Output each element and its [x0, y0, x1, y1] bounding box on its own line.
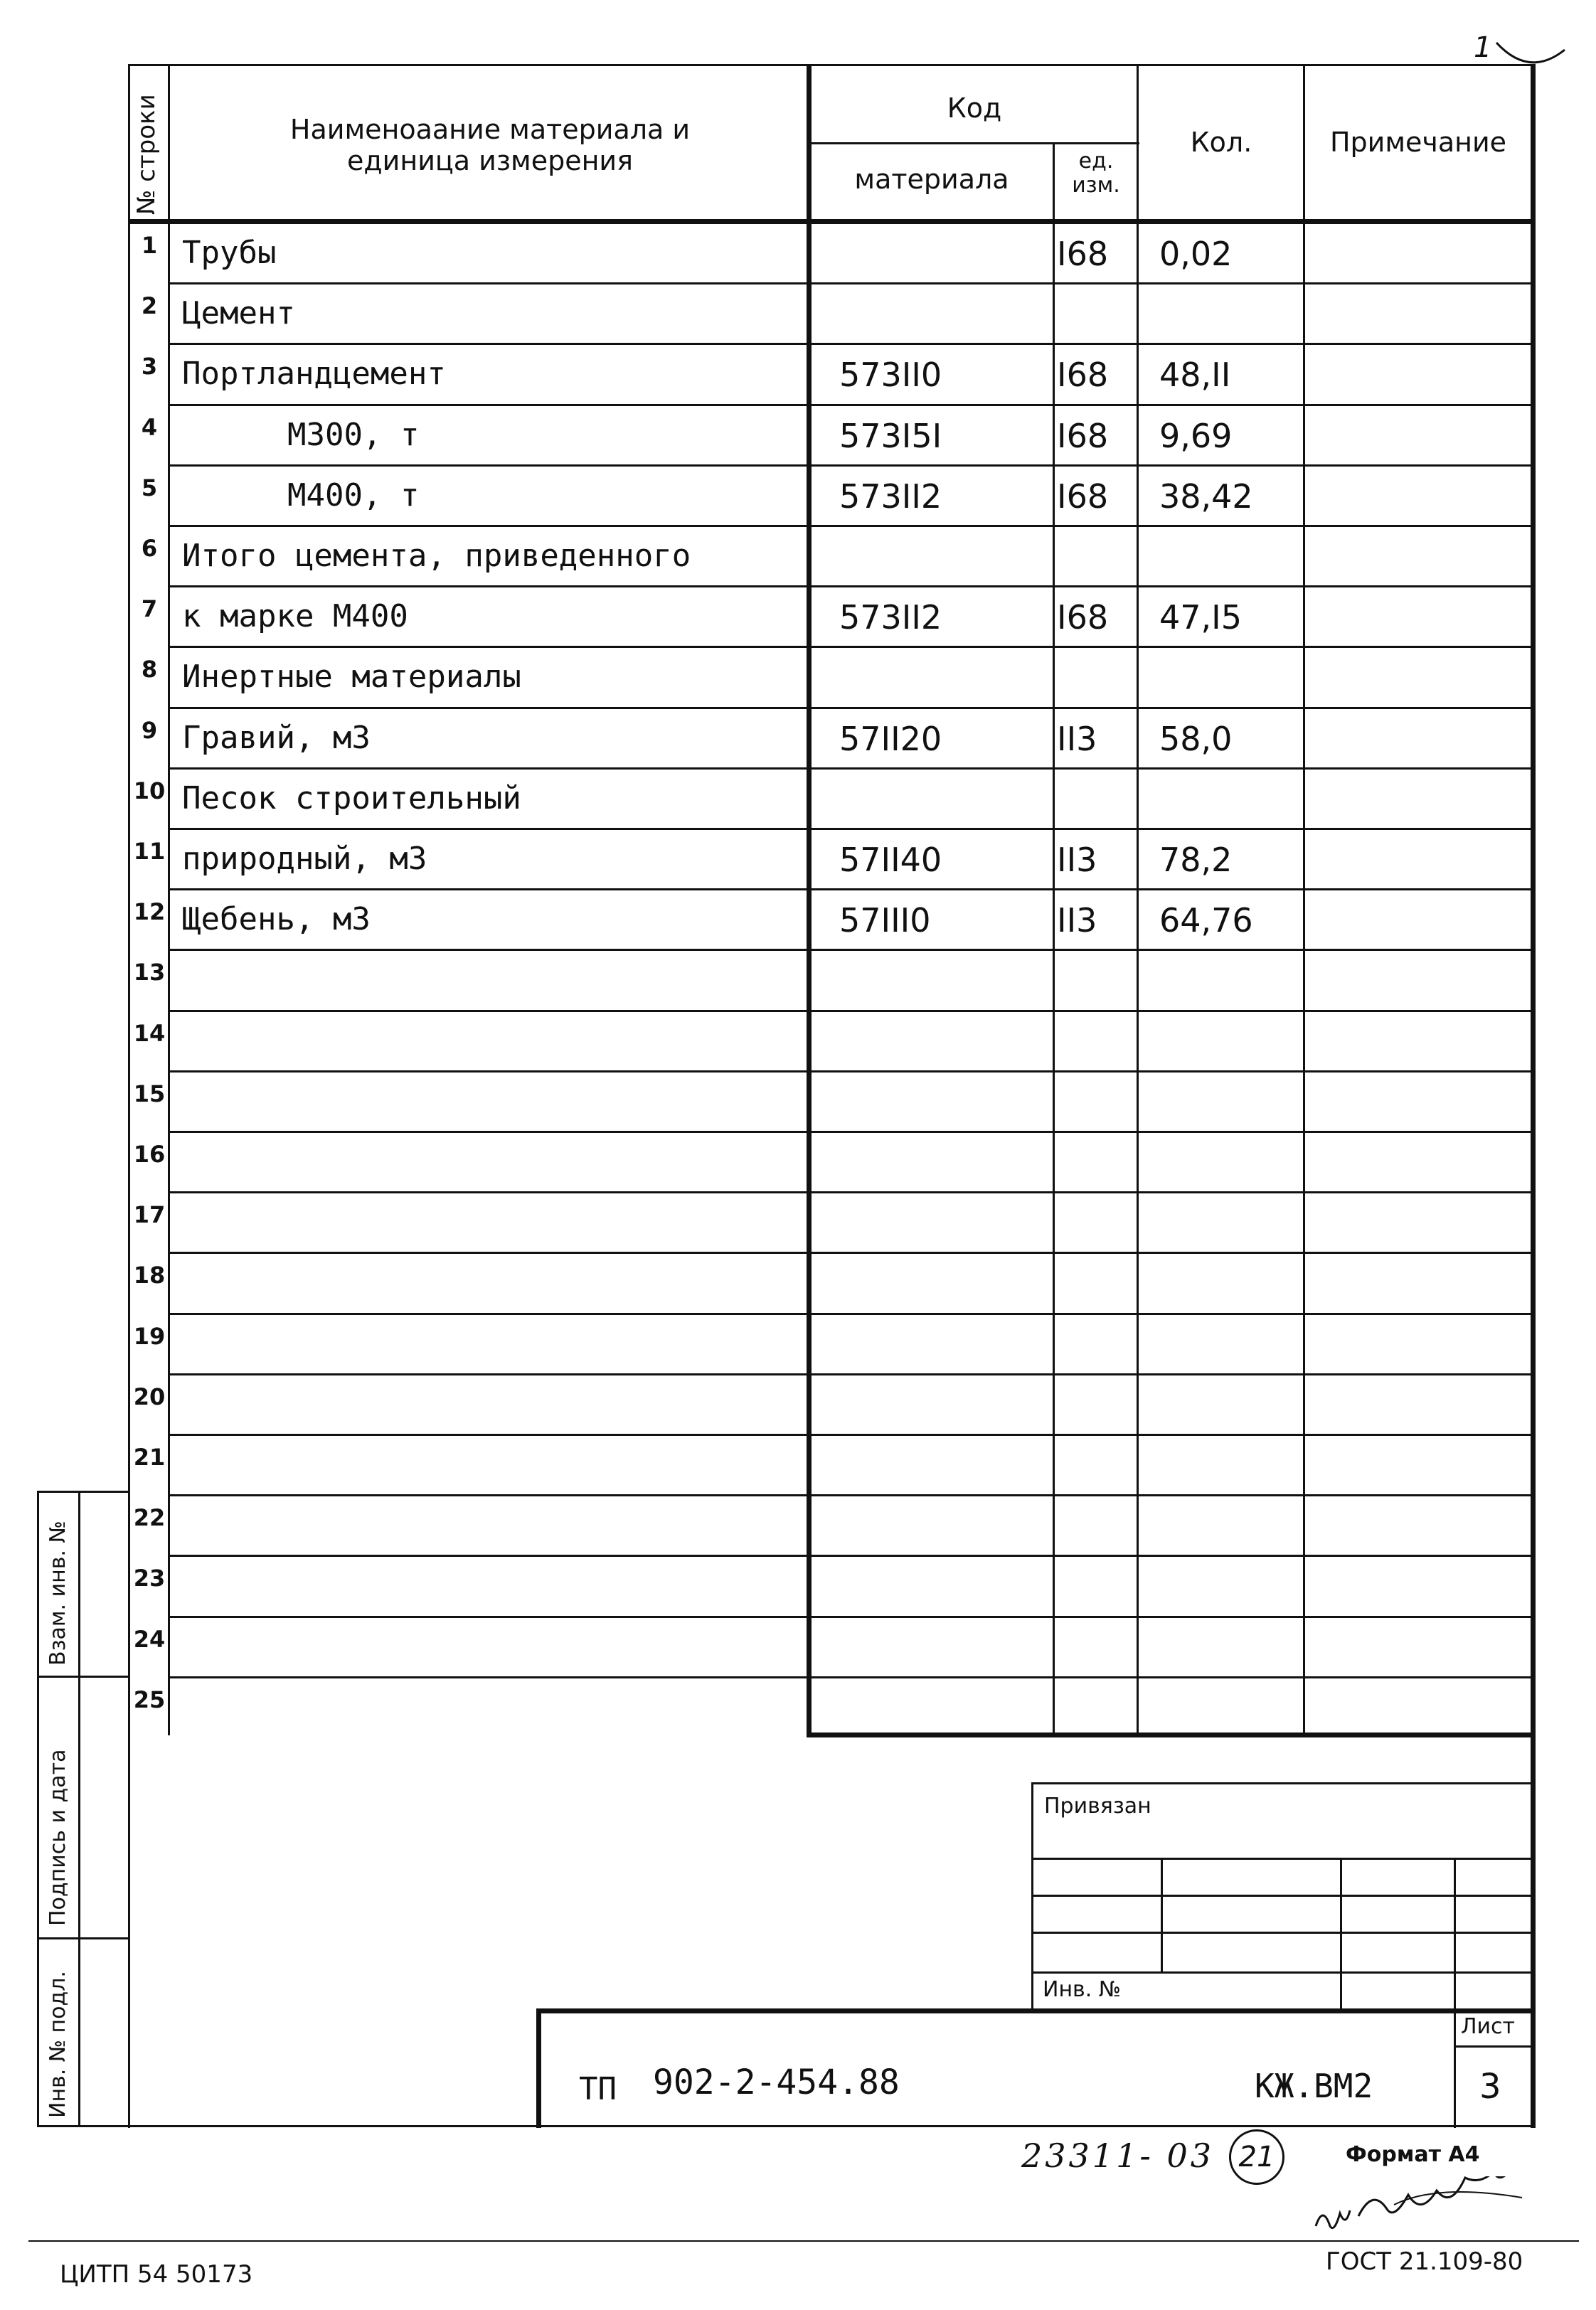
material-code-cell: 573II2: [839, 477, 942, 516]
table-row: [0, 284, 1596, 344]
name-header-line2: единица измерения: [347, 145, 633, 176]
row-number: 4: [141, 413, 158, 441]
table-row: [0, 1132, 1596, 1193]
quantity-cell: 58,0: [1159, 719, 1233, 758]
table-row: [0, 829, 1596, 890]
table-row: [0, 890, 1596, 950]
document-code: КЖ.ВМ2: [1255, 2067, 1373, 2105]
name-column-header: [174, 114, 807, 176]
material-name-cell: к марке М400: [182, 598, 408, 635]
table-row: [0, 223, 1596, 284]
table-row: [0, 1314, 1596, 1375]
archive-number: 23311- 03: [1021, 2136, 1215, 2175]
handwritten-signature: [1309, 2176, 1550, 2240]
main-stamp-top: [536, 2008, 1535, 2013]
binding-col1: [1161, 1858, 1163, 1971]
binding-col3: [1454, 1858, 1456, 2010]
material-code-cell: 573II0: [839, 356, 942, 395]
table-row: [0, 708, 1596, 769]
circled-number: [1229, 2129, 1284, 2185]
unit-code-cell: II3: [1057, 719, 1097, 758]
binding-col2: [1340, 1858, 1342, 2010]
table-row: [0, 526, 1596, 587]
unit-code-header: [1054, 149, 1138, 198]
table-row: [0, 1375, 1596, 1435]
row-number: 16: [133, 1141, 166, 1168]
row-number: 9: [141, 716, 158, 744]
quantity-cell: 47,I5: [1159, 598, 1242, 637]
row-number: 22: [133, 1504, 166, 1532]
unit-header-line2: изм.: [1072, 173, 1120, 198]
table-row: [0, 1011, 1596, 1072]
table-row: [0, 1678, 1596, 1738]
table-row: [0, 344, 1596, 405]
corner-arc-mark: [1494, 28, 1572, 71]
table-row: [0, 769, 1596, 829]
code-subheader-line: [809, 142, 1139, 144]
quantity-cell: 38,42: [1159, 477, 1253, 516]
row-number-header: № строки: [132, 94, 161, 215]
material-name-cell: Портландцемент: [182, 356, 446, 393]
material-code-cell: 57III0: [839, 901, 931, 940]
row-number: 18: [133, 1262, 166, 1289]
side-stamp-top: [37, 1491, 129, 1493]
material-code-cell: 57II40: [839, 841, 942, 879]
sheet-label: Лист: [1461, 2014, 1516, 2039]
material-code-cell: 573I5I: [839, 416, 942, 455]
row-number: 2: [141, 292, 158, 320]
material-name-cell: Песок строительный: [182, 779, 521, 816]
material-name-cell: Трубы: [182, 235, 277, 271]
table-row: [0, 466, 1596, 526]
sheet-number: 3: [1479, 2067, 1501, 2107]
material-code-cell: 57II20: [839, 719, 942, 758]
material-name-cell: Цемент: [182, 295, 295, 332]
row-number: 13: [133, 959, 166, 986]
quantity-cell: 48,II: [1159, 356, 1231, 395]
circled-number-text: 21: [1238, 2141, 1275, 2173]
row-number: 10: [133, 777, 166, 804]
unit-code-cell: I68: [1057, 416, 1109, 455]
table-row: [0, 1556, 1596, 1617]
row-number: 3: [141, 353, 158, 380]
unit-code-cell: I68: [1057, 356, 1109, 395]
row-number: 12: [133, 898, 166, 926]
row-number: 11: [133, 838, 166, 865]
row-number: 17: [133, 1201, 166, 1229]
side-stamp-div2: [37, 1937, 129, 1939]
row-number: 23: [133, 1565, 166, 1592]
code-header: Код: [947, 92, 1002, 124]
corner-mark: 1: [1474, 31, 1492, 64]
side-stamp-div1: [37, 1676, 129, 1678]
material-name-cell: М400, т: [287, 477, 420, 513]
name-header-line1: Наименоаание материала и: [289, 114, 691, 145]
material-name-cell: Инертные материалы: [182, 659, 521, 696]
quantity-cell: 64,76: [1159, 901, 1253, 940]
tp-prefix: ТП: [579, 2071, 617, 2107]
unit-header-line1: ед.: [1078, 149, 1114, 174]
unit-code-cell: I68: [1057, 477, 1109, 516]
sheet-cell-divider: [1454, 2045, 1533, 2048]
table-row: [0, 950, 1596, 1011]
material-code-header: материала: [854, 164, 1009, 195]
quantity-header: Кол.: [1190, 127, 1252, 158]
unit-code-cell: II3: [1057, 841, 1097, 879]
main-stamp-left: [536, 2008, 541, 2128]
left-footer-code: ЦИТП 54 50173: [60, 2260, 253, 2289]
unit-code-cell: I68: [1057, 235, 1109, 273]
quantity-cell: 0,02: [1159, 235, 1233, 273]
table-top-border: [128, 64, 1535, 66]
row-number: 1: [141, 232, 158, 259]
table-row: [0, 405, 1596, 466]
unit-code-cell: II3: [1057, 901, 1097, 940]
row-number: 6: [141, 535, 158, 562]
row-number: 7: [141, 595, 158, 623]
quantity-cell: 9,69: [1159, 416, 1233, 455]
gost-reference: ГОСТ 21.109-80: [1326, 2247, 1523, 2276]
footer-rule: [28, 2240, 1579, 2242]
row-number: 15: [133, 1080, 166, 1107]
material-name-cell: Щебень, м3: [182, 901, 371, 938]
row-number: 14: [133, 1019, 166, 1047]
row-number: 21: [133, 1444, 166, 1471]
signature-date-label: Подпись и дата: [46, 1749, 70, 1926]
binding-block-top: [1031, 1782, 1531, 1784]
side-stamp-left: [37, 1491, 39, 2127]
table-row: [0, 1072, 1596, 1132]
table-row: [0, 647, 1596, 708]
replacement-inventory-label: Взам. инв. №: [46, 1521, 70, 1666]
row-number: 20: [133, 1383, 166, 1410]
table-row: [0, 587, 1596, 647]
side-stamp-bottom: [37, 2125, 1535, 2127]
row-number: 8: [141, 656, 158, 683]
inventory-number-label: Инв. №: [1043, 1977, 1122, 2002]
table-row: [0, 1496, 1596, 1556]
note-header: Примечание: [1329, 127, 1507, 158]
material-name-cell: Итого цемента, приведенного: [182, 538, 691, 574]
sheet-cell-left: [1454, 2008, 1456, 2128]
row-number: 19: [133, 1322, 166, 1350]
row-number: 25: [133, 1686, 166, 1713]
table-row: [0, 1193, 1596, 1253]
original-inventory-label: Инв. № подл.: [46, 1971, 70, 2118]
side-stamp-inner: [78, 1491, 80, 2127]
table-row: [0, 1435, 1596, 1496]
table-row: [0, 1617, 1596, 1678]
material-code-cell: 573II2: [839, 598, 942, 637]
material-name-cell: природный, м3: [182, 841, 427, 877]
row-number: 5: [141, 474, 158, 501]
material-name-cell: Гравий, м3: [182, 719, 371, 756]
binding-label: Привязан: [1044, 1794, 1151, 1819]
unit-code-cell: I68: [1057, 598, 1109, 637]
table-row: [0, 1253, 1596, 1314]
format-label: Формат А4: [1346, 2142, 1480, 2167]
document-number: 902-2-454.88: [653, 2062, 900, 2102]
quantity-cell: 78,2: [1159, 841, 1233, 879]
row-number: 24: [133, 1625, 166, 1653]
material-name-cell: М300, т: [287, 416, 420, 453]
